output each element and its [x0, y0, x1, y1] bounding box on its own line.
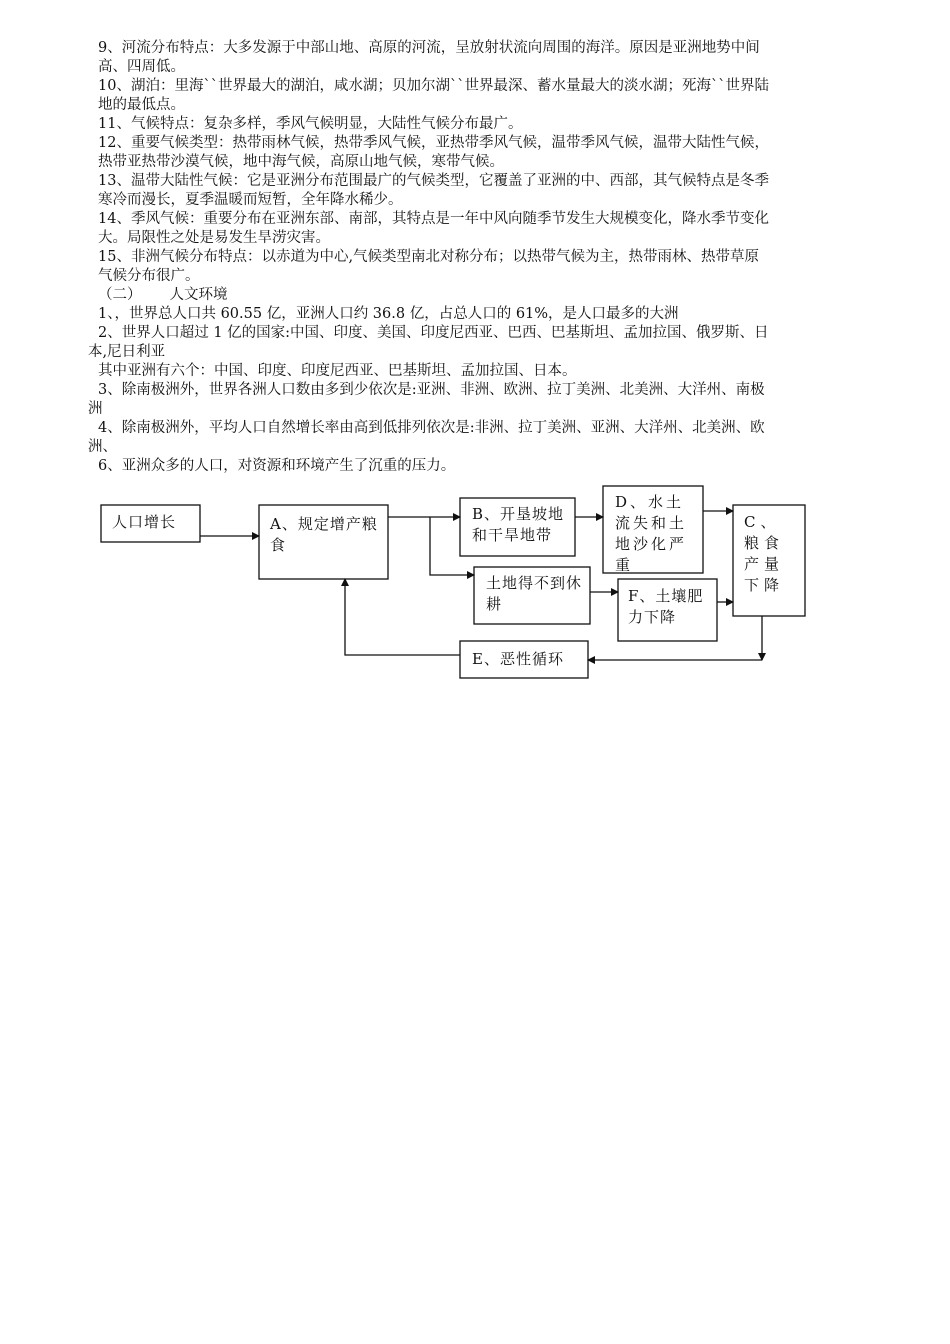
- text-line: 15、非洲气候分布特点：以赤道为中心,气候类型南北对称分布；以热带气候为主，热带雨林、热带草原: [98, 249, 760, 265]
- text-line: 寒冷而漫长，夏季温暖而短暂，全年降水稀少。: [98, 192, 403, 208]
- text-line: 12、重要气候类型：热带雨林气候，热带季风气候，亚热带季风气候，温带季风气候，温带大陆性气候，: [98, 135, 769, 151]
- label-land: 土地得不到休耕: [486, 574, 583, 613]
- section-number: （二）: [98, 287, 142, 303]
- text-line: 其中亚洲有六个：中国、印度、印度尼西亚、巴基斯坦、孟加拉国、日本。: [98, 363, 577, 379]
- text-line: 气候分布很广。: [98, 268, 200, 284]
- text-line: 6、亚洲众多的人口，对资源和环境产生了沉重的压力。: [98, 458, 456, 474]
- label-b: B、开垦坡地和干旱地带: [472, 505, 565, 544]
- label-c: C、粮食产量下降: [744, 513, 785, 594]
- text-line: 11、气候特点：复杂多样，季风气候明显，大陆性气候分布最广。: [98, 116, 523, 132]
- text-line: 洲、: [88, 439, 117, 455]
- label-f: F、土壤肥力下降: [628, 587, 704, 626]
- text-line: 地的最低点。: [98, 97, 185, 113]
- label-a: A、规定增产粮食: [270, 515, 378, 554]
- text-line: 13、温带大陆性气候：它是亚洲分布范围最广的气候类型，它覆盖了亚洲的中、西部，其气候特点是冬季: [98, 173, 769, 189]
- text-line: 2、世界人口超过 1 亿的国家:中国、印度、美国、印度尼西亚、巴西、巴基斯坦、孟加拉国、俄罗斯、日: [98, 325, 769, 341]
- text-line: 3、除南极洲外，世界各洲人口数由多到少依次是:亚洲、非洲、欧洲、拉丁美洲、北美洲、大洋州、南极: [98, 382, 765, 398]
- label-d: D、水土流失和土地沙化严重: [615, 493, 688, 574]
- label-population-growth: 人口增长: [112, 513, 177, 531]
- text-line: 高、四周低。: [98, 59, 185, 75]
- arrow-e-to-a: [345, 579, 460, 655]
- text-line: 本,尼日利亚: [88, 344, 166, 360]
- text-line: 大。局限性之处是易发生旱涝灾害。: [98, 230, 330, 246]
- text-line: 1、，世界总人口共 60.55 亿，亚洲人口约 36.8 亿，占总人口的 61%，是人口最多的大洲: [98, 306, 679, 322]
- text-line: 热带亚热带沙漠气候，地中海气候，高原山地气候，寒带气候。: [98, 154, 504, 170]
- text-line: 4、除南极洲外，平均人口自然增长率由高到低排列依次是:非洲、拉丁美洲、亚洲、大洋州、北美洲、欧: [98, 420, 765, 436]
- text-line: 10、湖泊：里海``世界最大的湖泊，咸水湖；贝加尔湖``世界最深、蓄水量最大的淡水湖；死海``世界陆: [98, 78, 769, 94]
- text-line: 14、季风气候：重要分布在亚洲东部、南部，其特点是一年中风向随季节发生大规模变化，降水季节变化: [98, 211, 769, 227]
- label-e: E、恶性循环: [472, 650, 564, 668]
- text-line: 洲: [88, 401, 103, 417]
- section-title: 人文环境: [169, 287, 228, 303]
- text-line: 9、河流分布特点：大多发源于中部山地、高原的河流，呈放射状流向周围的海洋。原因是亚洲地势中间: [98, 40, 760, 56]
